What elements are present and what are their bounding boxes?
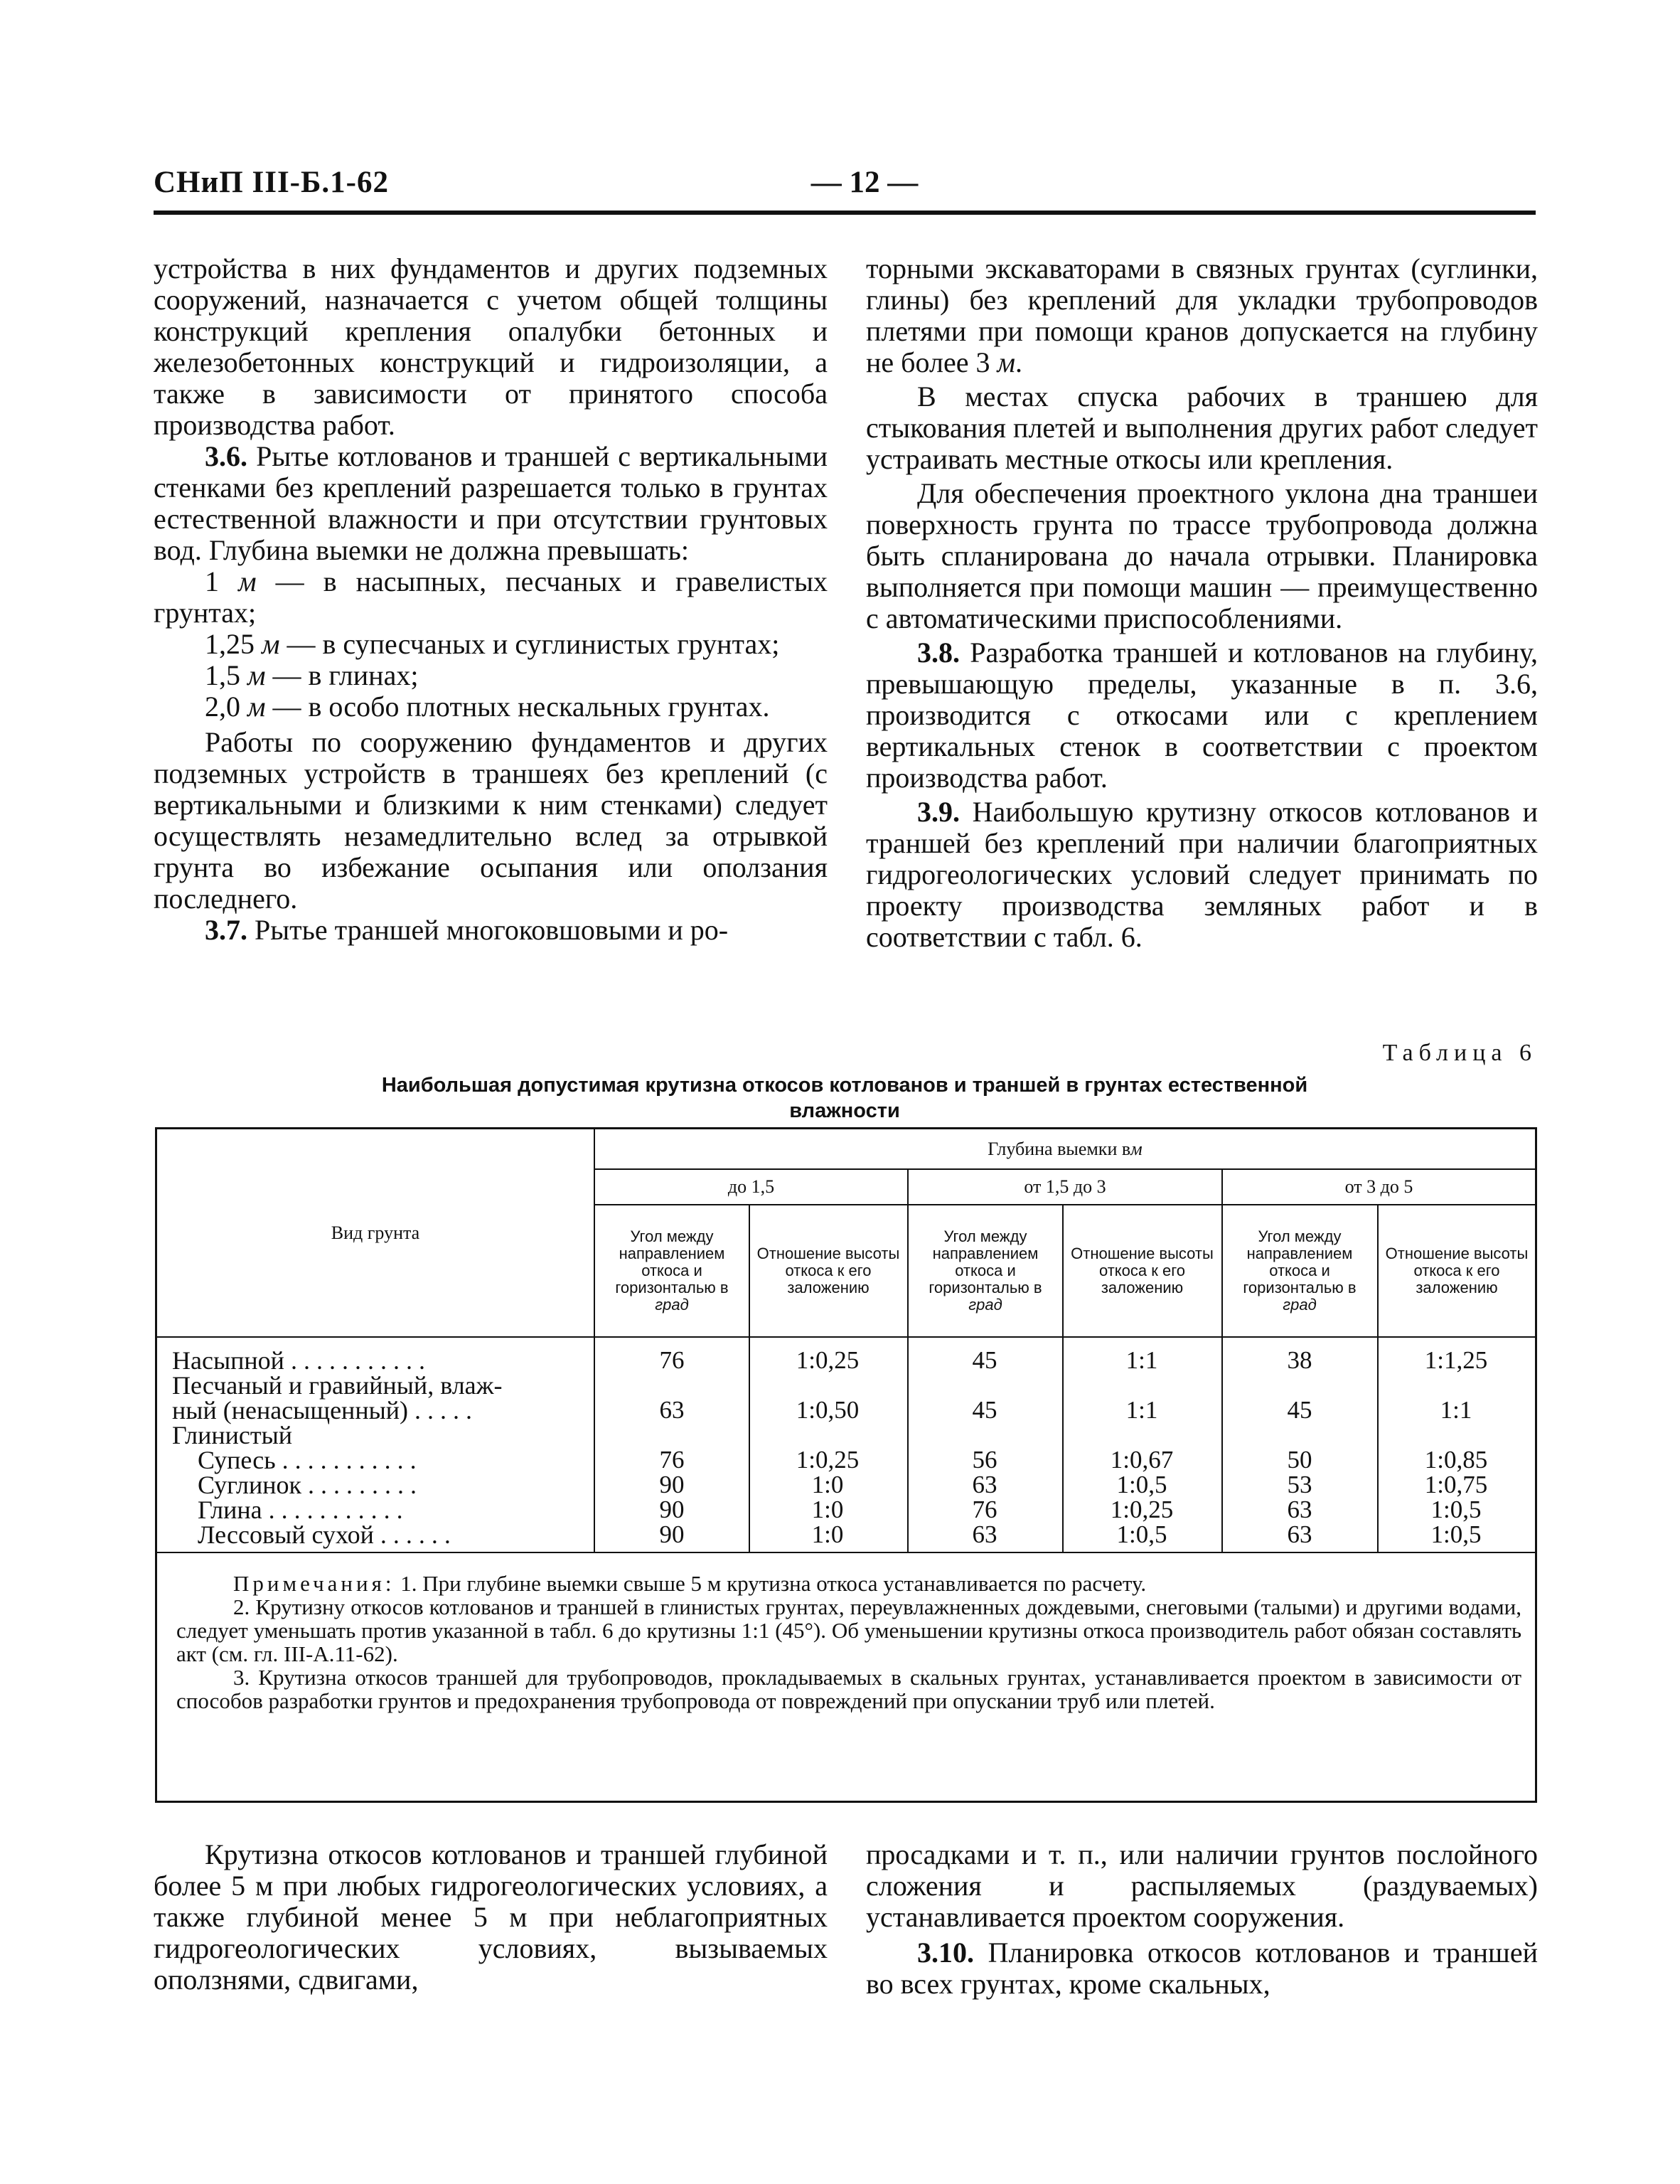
table-cell: 1:0,25 bbox=[796, 1446, 860, 1474]
paragraph: торными экскаваторами в связных грунтах (суглинки, глины) без креплений для укладки трубопроводов плетями при помощи кранов допускается на глубину не более 3 м. bbox=[866, 252, 1538, 378]
clause-number: 3.6. bbox=[205, 440, 247, 472]
paragraph-3-8: 3.8. Разработка траншей и котлованов на глубину, превышающую пределы, указанные в п. 3.6, производится с откосами или с креплением вертикальных стенок в соответствии с проектом производства работ. bbox=[866, 636, 1538, 794]
paragraph: Работы по сооружению фундаментов и других подземных устройств в траншеях без креплений (с вертикальными и близкими к ним стенками) следует осуществлять незамедлительно вслед за отрывкой грунта во избежание осыпания или оползания последнего. bbox=[154, 726, 828, 915]
row-label: Суглинок . . . . . . . . . bbox=[172, 1471, 417, 1499]
header-range-2: от 1,5 до 3 bbox=[1024, 1176, 1106, 1197]
table-cell: 1:1,25 bbox=[1424, 1346, 1488, 1374]
paragraph-3-7: 3.7. Рытье траншей многоковшовыми и ро- bbox=[205, 914, 729, 946]
clause-number: 3.10. bbox=[917, 1937, 974, 1969]
row-label: Насыпной . . . . . . . . . . . bbox=[172, 1346, 425, 1375]
paragraph: просадками и т. п., или наличии грунтов послойного сложения и распыляемых (раздуваемых) устанавливается проектом сооружения. bbox=[866, 1838, 1538, 1933]
clause-number: 3.9. bbox=[917, 796, 960, 828]
header-range-1: до 1,5 bbox=[727, 1176, 775, 1197]
header-angle: Угол между направлением откоса и горизонталью в град bbox=[929, 1227, 1042, 1314]
note-1: Примечания: 1. При глубине выемки свыше 5 м крутизна откоса устанавливается по расчету. bbox=[233, 1571, 1147, 1596]
divider-header-bottom bbox=[155, 1336, 1537, 1338]
table-cell: 1:0,5 bbox=[1430, 1496, 1482, 1523]
table-cell: 90 bbox=[659, 1471, 685, 1498]
table-cell: 90 bbox=[659, 1520, 685, 1548]
note-2: 2. Крутизну откосов котлованов и траншей в глинистых грунтах, переувлажненных дождевыми, снеговыми (талыми) и другими водами, следует уменьшать против указанной в табл. 6 до крутизны 1:1 (45°). Об уменьшении крутизны откоса производитель работ обязан составлять акт (см. гл. III-А.11-62). bbox=[176, 1594, 1521, 1666]
paragraph: Для обеспечения проектного уклона дна траншеи поверхность грунта по трассе трубопровода должна быть спланирована до начала отрывки. Планировка выполняется при помощи машин — преимущественно с автоматическими приспособлениями. bbox=[866, 477, 1538, 634]
header-ratio: Отношение высоты откоса к его заложению bbox=[1385, 1245, 1529, 1296]
header-ratio: Отношение высоты откоса к его заложению bbox=[756, 1245, 900, 1296]
header-range-3: от 3 до 5 bbox=[1344, 1176, 1413, 1197]
paragraph: устройства в них фундаментов и других подземных сооружений, назначается с учетом общей толщины конструкций крепления опалубки бетонных и железобетонных конструкций и гидроизоляции, а также в зависимости от принятого способа производства работ. bbox=[154, 252, 828, 441]
header-rule bbox=[154, 211, 1536, 215]
table-cell: 1:0,25 bbox=[1110, 1496, 1174, 1523]
table-cell: 63 bbox=[1287, 1520, 1312, 1548]
table-cell: 76 bbox=[659, 1446, 685, 1474]
column-top-right bbox=[866, 253, 1538, 953]
paragraph-3-6: 3.6. Рытье котлованов и траншей с вертикальными стенками без креплений разрешается только в грунтах естественной влажности и при отсутствии грунтовых вод. Глубина выемки не должна превышать: bbox=[154, 440, 828, 566]
list-item: 2,0 м — в особо плотных нескальных грунтах. bbox=[205, 691, 770, 723]
table-cell: 45 bbox=[1287, 1396, 1312, 1424]
table-cell: 63 bbox=[659, 1396, 685, 1424]
table-cell: 1:1 bbox=[1440, 1396, 1472, 1424]
header-depth: Глубина выемки в м bbox=[988, 1138, 1143, 1159]
divider-body-bottom bbox=[155, 1552, 1537, 1553]
row-label: Глинистый bbox=[172, 1421, 293, 1449]
divider-ranges bbox=[594, 1204, 1536, 1205]
table-cell: 1:0 bbox=[811, 1496, 844, 1523]
table-cell: 45 bbox=[972, 1346, 997, 1374]
table-border-right bbox=[1535, 1127, 1537, 1803]
clause-number: 3.8. bbox=[917, 636, 960, 668]
table-cell: 50 bbox=[1287, 1446, 1312, 1474]
table-cell: 1:0,25 bbox=[796, 1346, 860, 1374]
document-code: СНиП III-Б.1-62 bbox=[154, 166, 389, 199]
table-cell: 1:1 bbox=[1125, 1396, 1158, 1424]
table-cell: 56 bbox=[972, 1446, 997, 1474]
paragraph: Крутизна откосов котлованов и траншей глубиной более 5 м при любых гидрогеологических условиях, а также глубиной менее 5 м при неблагоприятных гидрогеологических условиях, вызываемых оползнями, сдвигами, bbox=[154, 1838, 828, 1996]
divider-col bbox=[1377, 1204, 1379, 1552]
row-label: Песчаный и гравийный, влаж- bbox=[172, 1371, 503, 1400]
divider-col bbox=[1221, 1168, 1223, 1552]
table-cell: 1:0,50 bbox=[796, 1396, 860, 1424]
column-top-left bbox=[154, 253, 828, 946]
table-cell: 63 bbox=[972, 1471, 997, 1498]
table-title: Наибольшая допустимая крутизна откосов котлованов и траншей в грунтах естественной влажности bbox=[381, 1074, 1308, 1122]
table-cell: 90 bbox=[659, 1496, 685, 1523]
table-cell: 1:0,67 bbox=[1110, 1446, 1174, 1474]
header-angle: Угол между направлением откоса и горизонталью в град bbox=[1243, 1227, 1357, 1314]
paragraph-3-9: 3.9. Наибольшую крутизну откосов котлованов и траншей без креплений при наличии благоприятных гидрогеологических условий следует принимать по проекту производства земляных работ и в соответствии с табл. 6. bbox=[866, 796, 1538, 953]
note-3: 3. Крутизна откосов траншей для трубопроводов, прокладываемых в скальных грунтах, устанавливается проектом в зависимости от способов разработки грунтов и предохранения трубопровода от повреждений при опускании труб или плетей. bbox=[176, 1665, 1521, 1713]
list-item: 1,5 м — в глинах; bbox=[205, 659, 419, 691]
list-item: 1 м — в насыпных, песчаных и гравелистых грунтах; bbox=[154, 565, 828, 629]
header-soil-type: Вид грунта bbox=[331, 1222, 420, 1243]
header-ratio: Отношение высоты откоса к его заложению bbox=[1071, 1245, 1214, 1296]
table-cell: 76 bbox=[972, 1496, 997, 1523]
page-number: — 12 — bbox=[810, 166, 919, 199]
table-cell: 1:0,85 bbox=[1424, 1446, 1488, 1474]
table-cell: 63 bbox=[972, 1520, 997, 1548]
table-border-bottom bbox=[155, 1801, 1537, 1803]
row-label: Глина . . . . . . . . . . . bbox=[172, 1496, 403, 1524]
row-label: Супесь . . . . . . . . . . . bbox=[172, 1446, 417, 1474]
table-cell: 1:0,5 bbox=[1116, 1520, 1167, 1548]
table-cell: 1:0 bbox=[811, 1520, 844, 1548]
row-label: ный (ненасыщенный) . . . . . bbox=[172, 1396, 473, 1424]
table-cell: 76 bbox=[659, 1346, 685, 1374]
table-number: Таблица 6 bbox=[1382, 1040, 1537, 1066]
column-bottom-right bbox=[866, 1839, 1538, 2000]
table-cell: 53 bbox=[1287, 1471, 1312, 1498]
table-cell: 45 bbox=[972, 1396, 997, 1424]
header-angle: Угол между направлением откоса и горизонталью в град bbox=[615, 1227, 729, 1314]
clause-number: 3.7. bbox=[205, 914, 247, 946]
table-cell: 63 bbox=[1287, 1496, 1312, 1523]
divider-col bbox=[749, 1204, 750, 1552]
column-bottom-left bbox=[154, 1839, 828, 1996]
table-cell: 1:1 bbox=[1125, 1346, 1158, 1374]
notes-heading: Примечания: bbox=[233, 1571, 395, 1596]
divider-col bbox=[1062, 1204, 1064, 1552]
table-notes bbox=[176, 1572, 1521, 1712]
paragraph: В местах спуска рабочих в траншею для стыкования плетей и выполнения других работ следует устраивать местные откосы или крепления. bbox=[866, 380, 1538, 475]
row-label: Лессовый сухой . . . . . . bbox=[172, 1520, 451, 1549]
table-cell: 1:0,75 bbox=[1424, 1471, 1488, 1498]
slope-table bbox=[155, 1127, 1537, 1803]
table-cell: 1:0 bbox=[811, 1471, 844, 1498]
table-cell: 1:0,5 bbox=[1430, 1520, 1482, 1548]
page-header bbox=[154, 165, 1536, 215]
divider-col bbox=[907, 1168, 909, 1552]
paragraph-3-10: 3.10. Планировка откосов котлованов и траншей во всех грунтах, кроме скальных, bbox=[866, 1937, 1538, 2000]
list-item: 1,25 м — в супесчаных и суглинистых грунтах; bbox=[205, 628, 780, 660]
table-cell: 38 bbox=[1287, 1346, 1312, 1374]
table-cell: 1:0,5 bbox=[1116, 1471, 1167, 1498]
